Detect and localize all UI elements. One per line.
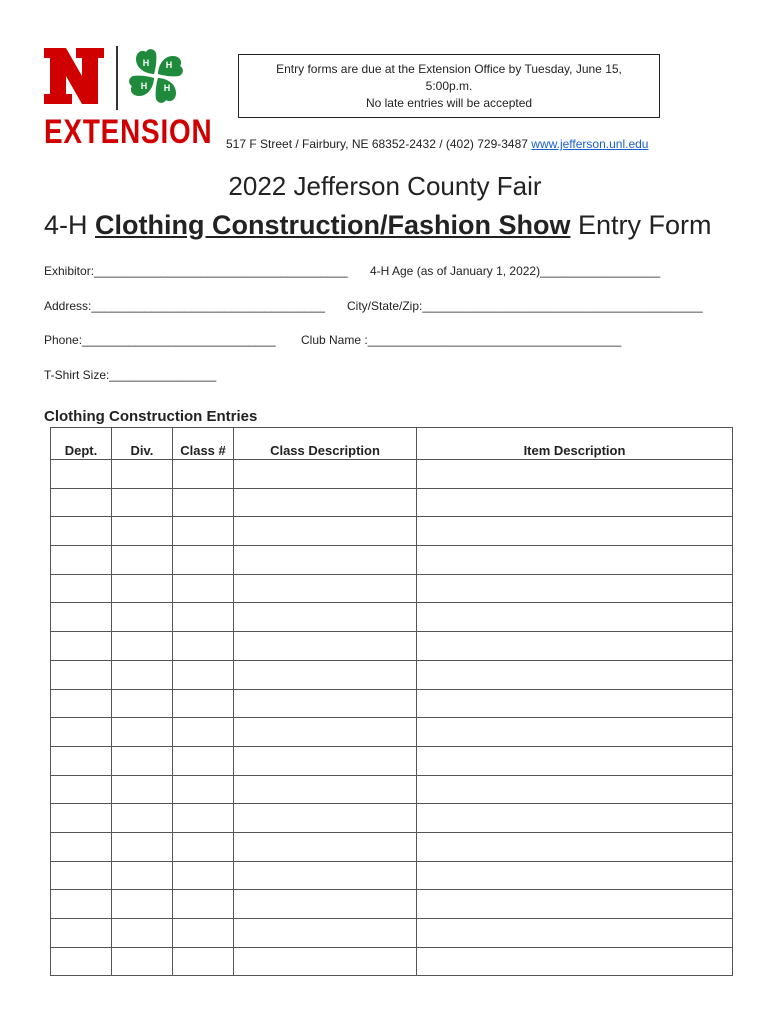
class-number-cell[interactable] bbox=[173, 488, 234, 517]
table-row bbox=[51, 488, 733, 517]
due-date-notice bbox=[238, 54, 660, 118]
div-cell[interactable] bbox=[112, 804, 173, 833]
item-description-cell[interactable] bbox=[417, 832, 733, 861]
dept-cell[interactable] bbox=[51, 919, 112, 948]
dept-cell[interactable] bbox=[51, 746, 112, 775]
office-address: 517 F Street / Fairbury, NE 68352-2432 / (402) 729-3487 bbox=[226, 137, 532, 151]
dept-cell[interactable] bbox=[51, 660, 112, 689]
div-cell[interactable] bbox=[112, 517, 173, 546]
phone-field[interactable]: Phone:_____________________________ bbox=[44, 333, 276, 347]
table-row bbox=[51, 804, 733, 833]
contact-line bbox=[226, 136, 686, 152]
table-row bbox=[51, 861, 733, 890]
class-description-cell[interactable] bbox=[234, 574, 417, 603]
dept-cell[interactable] bbox=[51, 517, 112, 546]
item-description-cell[interactable] bbox=[417, 919, 733, 948]
div-cell[interactable] bbox=[112, 546, 173, 575]
div-cell[interactable] bbox=[112, 746, 173, 775]
dept-cell[interactable] bbox=[51, 947, 112, 976]
item-description-cell[interactable] bbox=[417, 804, 733, 833]
form-title-prefix: 4-H bbox=[44, 210, 96, 240]
class-description-cell[interactable] bbox=[234, 804, 417, 833]
dept-cell[interactable] bbox=[51, 460, 112, 489]
address-field[interactable]: Address:___________________________________ bbox=[44, 299, 325, 313]
class-description-cell[interactable] bbox=[234, 947, 417, 976]
header-dept: Dept. bbox=[51, 428, 112, 460]
div-cell[interactable] bbox=[112, 632, 173, 661]
item-description-cell[interactable] bbox=[417, 718, 733, 747]
dept-cell[interactable] bbox=[51, 603, 112, 632]
age-field[interactable]: 4-H Age (as of January 1, 2022)__________________ bbox=[370, 264, 661, 278]
dept-cell[interactable] bbox=[51, 718, 112, 747]
entries-body bbox=[51, 460, 733, 976]
svg-text:H: H bbox=[142, 58, 150, 68]
header-div: Div. bbox=[112, 428, 173, 460]
header-class-number: Class # bbox=[173, 428, 234, 460]
item-description-cell[interactable] bbox=[417, 861, 733, 890]
dept-cell[interactable] bbox=[51, 832, 112, 861]
item-description-cell[interactable] bbox=[417, 488, 733, 517]
class-number-cell[interactable] bbox=[173, 832, 234, 861]
table-row bbox=[51, 718, 733, 747]
item-description-cell[interactable] bbox=[417, 775, 733, 804]
notice-line-3: No late entries will be accepted bbox=[365, 96, 533, 110]
dept-cell[interactable] bbox=[51, 775, 112, 804]
table-row bbox=[51, 689, 733, 718]
class-description-cell[interactable] bbox=[234, 603, 417, 632]
div-cell[interactable] bbox=[112, 603, 173, 632]
class-number-cell[interactable] bbox=[173, 861, 234, 890]
svg-text:H: H bbox=[140, 81, 148, 91]
class-number-cell[interactable] bbox=[173, 603, 234, 632]
class-number-cell[interactable] bbox=[173, 890, 234, 919]
item-description-cell[interactable] bbox=[417, 460, 733, 489]
class-number-cell[interactable] bbox=[173, 517, 234, 546]
table-row bbox=[51, 890, 733, 919]
svg-text:H: H bbox=[163, 83, 171, 93]
dept-cell[interactable] bbox=[51, 689, 112, 718]
item-description-cell[interactable] bbox=[417, 632, 733, 661]
class-description-cell[interactable] bbox=[234, 919, 417, 948]
class-description-cell[interactable] bbox=[234, 718, 417, 747]
class-description-cell[interactable] bbox=[234, 890, 417, 919]
div-cell[interactable] bbox=[112, 660, 173, 689]
header-class-description: Class Description bbox=[234, 428, 417, 460]
extension-wordmark: EXTENSION bbox=[44, 113, 213, 151]
item-description-cell[interactable] bbox=[417, 689, 733, 718]
table-row bbox=[51, 460, 733, 489]
class-number-cell[interactable] bbox=[173, 574, 234, 603]
form-title bbox=[44, 207, 744, 243]
div-cell[interactable] bbox=[112, 919, 173, 948]
item-description-cell[interactable] bbox=[417, 517, 733, 546]
div-cell[interactable] bbox=[112, 488, 173, 517]
class-number-cell[interactable] bbox=[173, 947, 234, 976]
item-description-cell[interactable] bbox=[417, 890, 733, 919]
class-description-cell[interactable] bbox=[234, 488, 417, 517]
notice-line-2: 5:00p.m. bbox=[425, 79, 473, 93]
item-description-cell[interactable] bbox=[417, 746, 733, 775]
dept-cell[interactable] bbox=[51, 574, 112, 603]
table-row bbox=[51, 660, 733, 689]
svg-text:H: H bbox=[165, 60, 173, 70]
class-number-cell[interactable] bbox=[173, 460, 234, 489]
div-cell[interactable] bbox=[112, 775, 173, 804]
class-number-cell[interactable] bbox=[173, 804, 234, 833]
header-item-description: Item Description bbox=[417, 428, 733, 460]
class-description-cell[interactable] bbox=[234, 861, 417, 890]
class-number-cell[interactable] bbox=[173, 632, 234, 661]
dept-cell[interactable] bbox=[51, 632, 112, 661]
dept-cell[interactable] bbox=[51, 890, 112, 919]
four-h-clover-icon bbox=[126, 46, 186, 106]
class-description-cell[interactable] bbox=[234, 746, 417, 775]
table-row bbox=[51, 632, 733, 661]
tshirt-size-field[interactable]: T-Shirt Size:________________ bbox=[44, 368, 217, 382]
item-description-cell[interactable] bbox=[417, 947, 733, 976]
exhibitor-field[interactable]: Exhibitor:______________________________________ bbox=[44, 264, 348, 278]
item-description-cell[interactable] bbox=[417, 574, 733, 603]
div-cell[interactable] bbox=[112, 460, 173, 489]
table-row bbox=[51, 603, 733, 632]
nebraska-n-logo bbox=[42, 46, 106, 106]
table-row bbox=[51, 517, 733, 546]
table-row bbox=[51, 746, 733, 775]
item-description-cell[interactable] bbox=[417, 603, 733, 632]
club-name-field[interactable]: Club Name :______________________________________ bbox=[301, 333, 622, 347]
dept-cell[interactable] bbox=[51, 804, 112, 833]
table-row bbox=[51, 947, 733, 976]
class-description-cell[interactable] bbox=[234, 775, 417, 804]
class-number-cell[interactable] bbox=[173, 689, 234, 718]
item-description-cell[interactable] bbox=[417, 660, 733, 689]
dept-cell[interactable] bbox=[51, 488, 112, 517]
class-description-cell[interactable] bbox=[234, 632, 417, 661]
city-state-zip-field[interactable]: City/State/Zip:__________________________________________ bbox=[347, 299, 703, 313]
class-description-cell[interactable] bbox=[234, 660, 417, 689]
div-cell[interactable] bbox=[112, 832, 173, 861]
website-link[interactable]: www.jefferson.unl.edu bbox=[531, 137, 649, 151]
table-row bbox=[51, 775, 733, 804]
class-number-cell[interactable] bbox=[173, 660, 234, 689]
fair-title: 2022 Jefferson County Fair bbox=[228, 171, 542, 201]
section-title: Clothing Construction Entries bbox=[44, 408, 258, 425]
form-title-suffix: Entry Form bbox=[570, 210, 712, 240]
notice-line-1: Entry forms are due at the Extension Office by Tuesday, June 15, bbox=[276, 62, 622, 76]
entries-table bbox=[50, 427, 733, 976]
div-cell[interactable] bbox=[112, 574, 173, 603]
table-row bbox=[51, 832, 733, 861]
div-cell[interactable] bbox=[112, 947, 173, 976]
class-number-cell[interactable] bbox=[173, 746, 234, 775]
class-number-cell[interactable] bbox=[173, 919, 234, 948]
class-number-cell[interactable] bbox=[173, 775, 234, 804]
class-description-cell[interactable] bbox=[234, 546, 417, 575]
class-description-cell[interactable] bbox=[234, 832, 417, 861]
div-cell[interactable] bbox=[112, 689, 173, 718]
class-description-cell[interactable] bbox=[234, 689, 417, 718]
class-number-cell[interactable] bbox=[173, 546, 234, 575]
table-row bbox=[51, 919, 733, 948]
div-cell[interactable] bbox=[112, 861, 173, 890]
form-title-category: Clothing Construction/Fashion Show bbox=[95, 210, 571, 240]
class-description-cell[interactable] bbox=[234, 517, 417, 546]
table-header-row bbox=[51, 428, 733, 460]
class-number-cell[interactable] bbox=[173, 718, 234, 747]
class-description-cell[interactable] bbox=[234, 460, 417, 489]
dept-cell[interactable] bbox=[51, 546, 112, 575]
div-cell[interactable] bbox=[112, 890, 173, 919]
table-row bbox=[51, 546, 733, 575]
logo-divider bbox=[116, 46, 118, 110]
table-row bbox=[51, 574, 733, 603]
div-cell[interactable] bbox=[112, 718, 173, 747]
item-description-cell[interactable] bbox=[417, 546, 733, 575]
dept-cell[interactable] bbox=[51, 861, 112, 890]
